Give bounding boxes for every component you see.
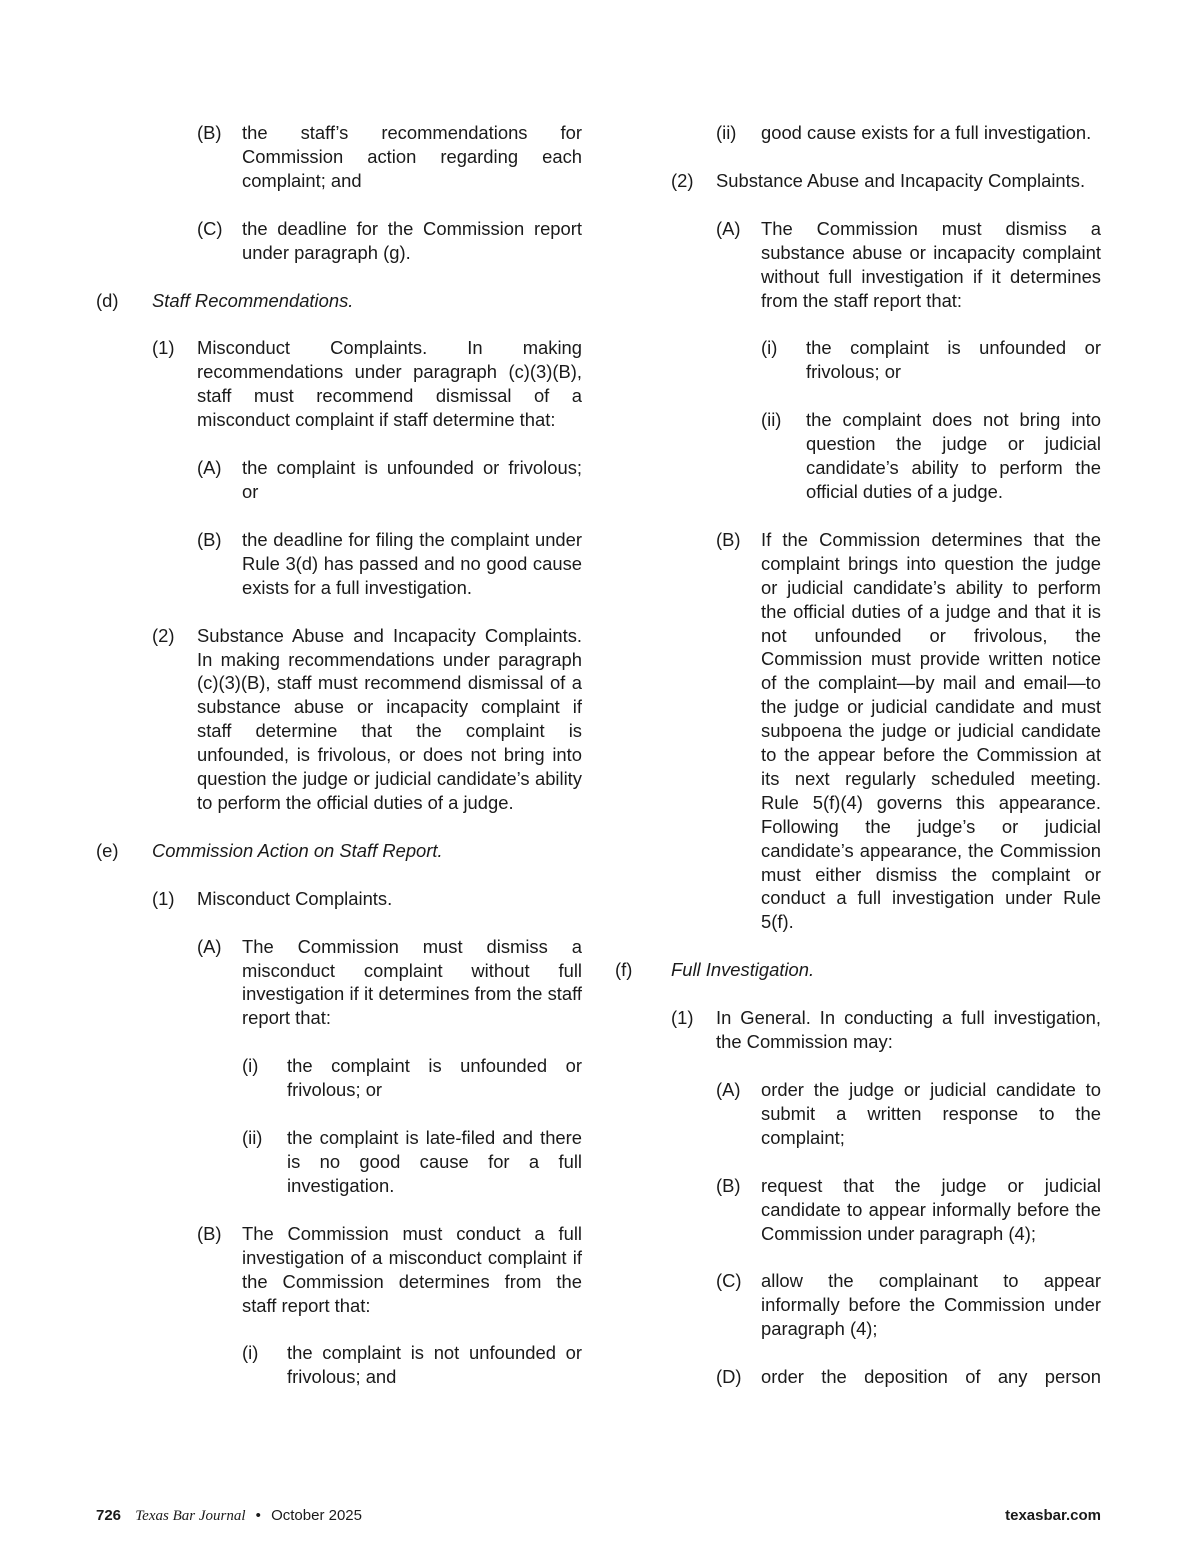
- item-text: good cause exists for a full investigation.: [761, 122, 1092, 143]
- footer-separator: •: [255, 1507, 261, 1524]
- item-label: (A): [716, 1079, 741, 1100]
- item-label: (B): [716, 528, 741, 550]
- list-item: [615, 217, 1101, 313]
- item-label: (ii): [242, 1127, 263, 1149]
- section-label: (e): [96, 839, 119, 861]
- list-item: [615, 169, 1101, 193]
- left-column: [96, 121, 582, 1389]
- section-title: Full Investigation.: [671, 959, 815, 981]
- section-heading: [96, 839, 582, 863]
- list-item: [96, 1222, 582, 1318]
- page-footer: [96, 1505, 1101, 1527]
- list-item: [96, 1126, 582, 1198]
- journal-title: Texas Bar Journal: [135, 1508, 246, 1524]
- right-column: [615, 121, 1101, 1389]
- item-label: (A): [197, 935, 222, 957]
- section-heading: [615, 958, 1101, 982]
- item-text: order the deposition of any person: [761, 1366, 1101, 1388]
- item-label: (B): [197, 1222, 222, 1244]
- section-heading: [96, 289, 582, 313]
- list-item: [615, 1174, 1101, 1246]
- item-label: (D): [716, 1366, 742, 1388]
- item-text: Misconduct Complaints. In making recommendations under paragraph (c)(3)(B), staff must recommend dismissal of a misconduct complaint if staff determine that:: [197, 337, 582, 431]
- item-text: The Commission must conduct a full investigation of a misconduct complaint if the Commission determines from the staff report that:: [242, 1222, 582, 1316]
- list-item: [615, 121, 1101, 145]
- list-item: [96, 456, 582, 504]
- list-item: [96, 1341, 582, 1389]
- item-label: (2): [671, 169, 694, 191]
- item-label: (1): [152, 887, 175, 909]
- list-item: [615, 336, 1101, 384]
- list-item: [615, 408, 1101, 504]
- issue-date: October 2025: [271, 1507, 362, 1524]
- item-text: request that the judge or judicial candidate to appear informally before the Commission under paragraph (4);: [761, 1174, 1101, 1244]
- list-item: [96, 1054, 582, 1102]
- list-item: [615, 1269, 1101, 1341]
- item-label: (1): [152, 337, 175, 359]
- item-label: (2): [152, 624, 175, 646]
- item-label: (B): [716, 1174, 741, 1196]
- item-label: (1): [671, 1007, 694, 1029]
- footer-left: [96, 1505, 362, 1527]
- website-link[interactable]: texasbar.com: [1005, 1507, 1101, 1524]
- list-item: [96, 935, 582, 1031]
- item-label: (i): [242, 1055, 259, 1077]
- item-label: (i): [242, 1342, 259, 1364]
- item-text: order the judge or judicial candidate to submit a written response to the complaint;: [761, 1079, 1101, 1148]
- section-label: (f): [615, 959, 633, 981]
- item-text: The Commission must dismiss a substance abuse or incapacity complaint without full investigation if it determines from the staff report that:: [761, 217, 1101, 311]
- item-text: the staff’s recommendations for Commission action regarding each complaint; and: [242, 122, 582, 191]
- item-label: (ii): [761, 409, 782, 431]
- list-item: [615, 528, 1101, 934]
- list-item: [96, 624, 582, 815]
- item-text: allow the complainant to appear informally before the Commission under paragraph (4);: [761, 1270, 1101, 1340]
- item-label: (B): [197, 122, 222, 143]
- list-item: [96, 887, 582, 911]
- item-text: the complaint is late-filed and there is no good cause for a full investigation.: [287, 1127, 582, 1196]
- item-text: the complaint is unfounded or frivolous; or: [287, 1055, 582, 1101]
- item-text: the deadline for the Commission report under paragraph (g).: [242, 217, 582, 263]
- item-label: (i): [761, 337, 778, 359]
- item-label: (ii): [716, 122, 737, 143]
- item-text: In General. In conducting a full investigation, the Commission may:: [716, 1007, 1101, 1053]
- list-item: [96, 121, 582, 193]
- item-text: the complaint does not bring into question the judge or judicial candidate’s ability to perform the official duties of a judge.: [806, 409, 1101, 502]
- list-item: [615, 1006, 1101, 1054]
- item-label: (A): [197, 457, 222, 479]
- item-text: Substance Abuse and Incapacity Complaints. In making recommendations under paragraph (c)(3)(B), staff must recommend dismissal of a substance abuse or incapacity complaint if staff determine that the complaint is unfounded, is frivolous, or does not bring into question the judge or judicial candidate’s ability to perform the official duties of a judge.: [197, 624, 582, 813]
- list-item: [615, 1078, 1101, 1150]
- section-label: (d): [96, 289, 119, 311]
- item-text: If the Commission determines that the complaint brings into question the judge or judicial candidate’s ability to perform the official duties of a judge and that it is not unfounded or frivolous, the Commission must provide written notice of the complaint—by mail and email—to the judge or judicial candidate and must subpoena the judge or judicial candidate to the appear before the Commission at its next regularly scheduled meeting. Rule 5(f)(4) governs this appearance. Following the judge’s or judicial candidate’s appearance, the Commission must either dismiss the complaint or conduct a full investigation under Rule 5(f).: [761, 528, 1101, 933]
- item-text: the deadline for filing the complaint under Rule 3(d) has passed and no good cause exists for a full investigation.: [242, 528, 582, 598]
- list-item: [96, 217, 582, 265]
- item-label: (C): [716, 1270, 742, 1292]
- item-text: The Commission must dismiss a misconduct complaint without full investigation if it determines from the staff report that:: [242, 935, 582, 1029]
- section-title: Staff Recommendations.: [152, 289, 354, 311]
- section-title: Commission Action on Staff Report.: [152, 839, 443, 861]
- list-item: [96, 528, 582, 600]
- item-text: Misconduct Complaints.: [197, 887, 393, 909]
- list-item: [615, 1365, 1101, 1389]
- item-text: the complaint is not unfounded or frivolous; and: [287, 1342, 582, 1388]
- list-item: [96, 336, 582, 432]
- item-label: (B): [197, 528, 222, 550]
- item-text: the complaint is unfounded or frivolous; or: [806, 337, 1101, 383]
- item-label: (C): [197, 217, 223, 239]
- item-text: Substance Abuse and Incapacity Complaints.: [716, 169, 1086, 191]
- item-text: the complaint is unfounded or frivolous; or: [242, 457, 582, 502]
- page-number: 726: [96, 1507, 122, 1524]
- item-label: (A): [716, 217, 741, 239]
